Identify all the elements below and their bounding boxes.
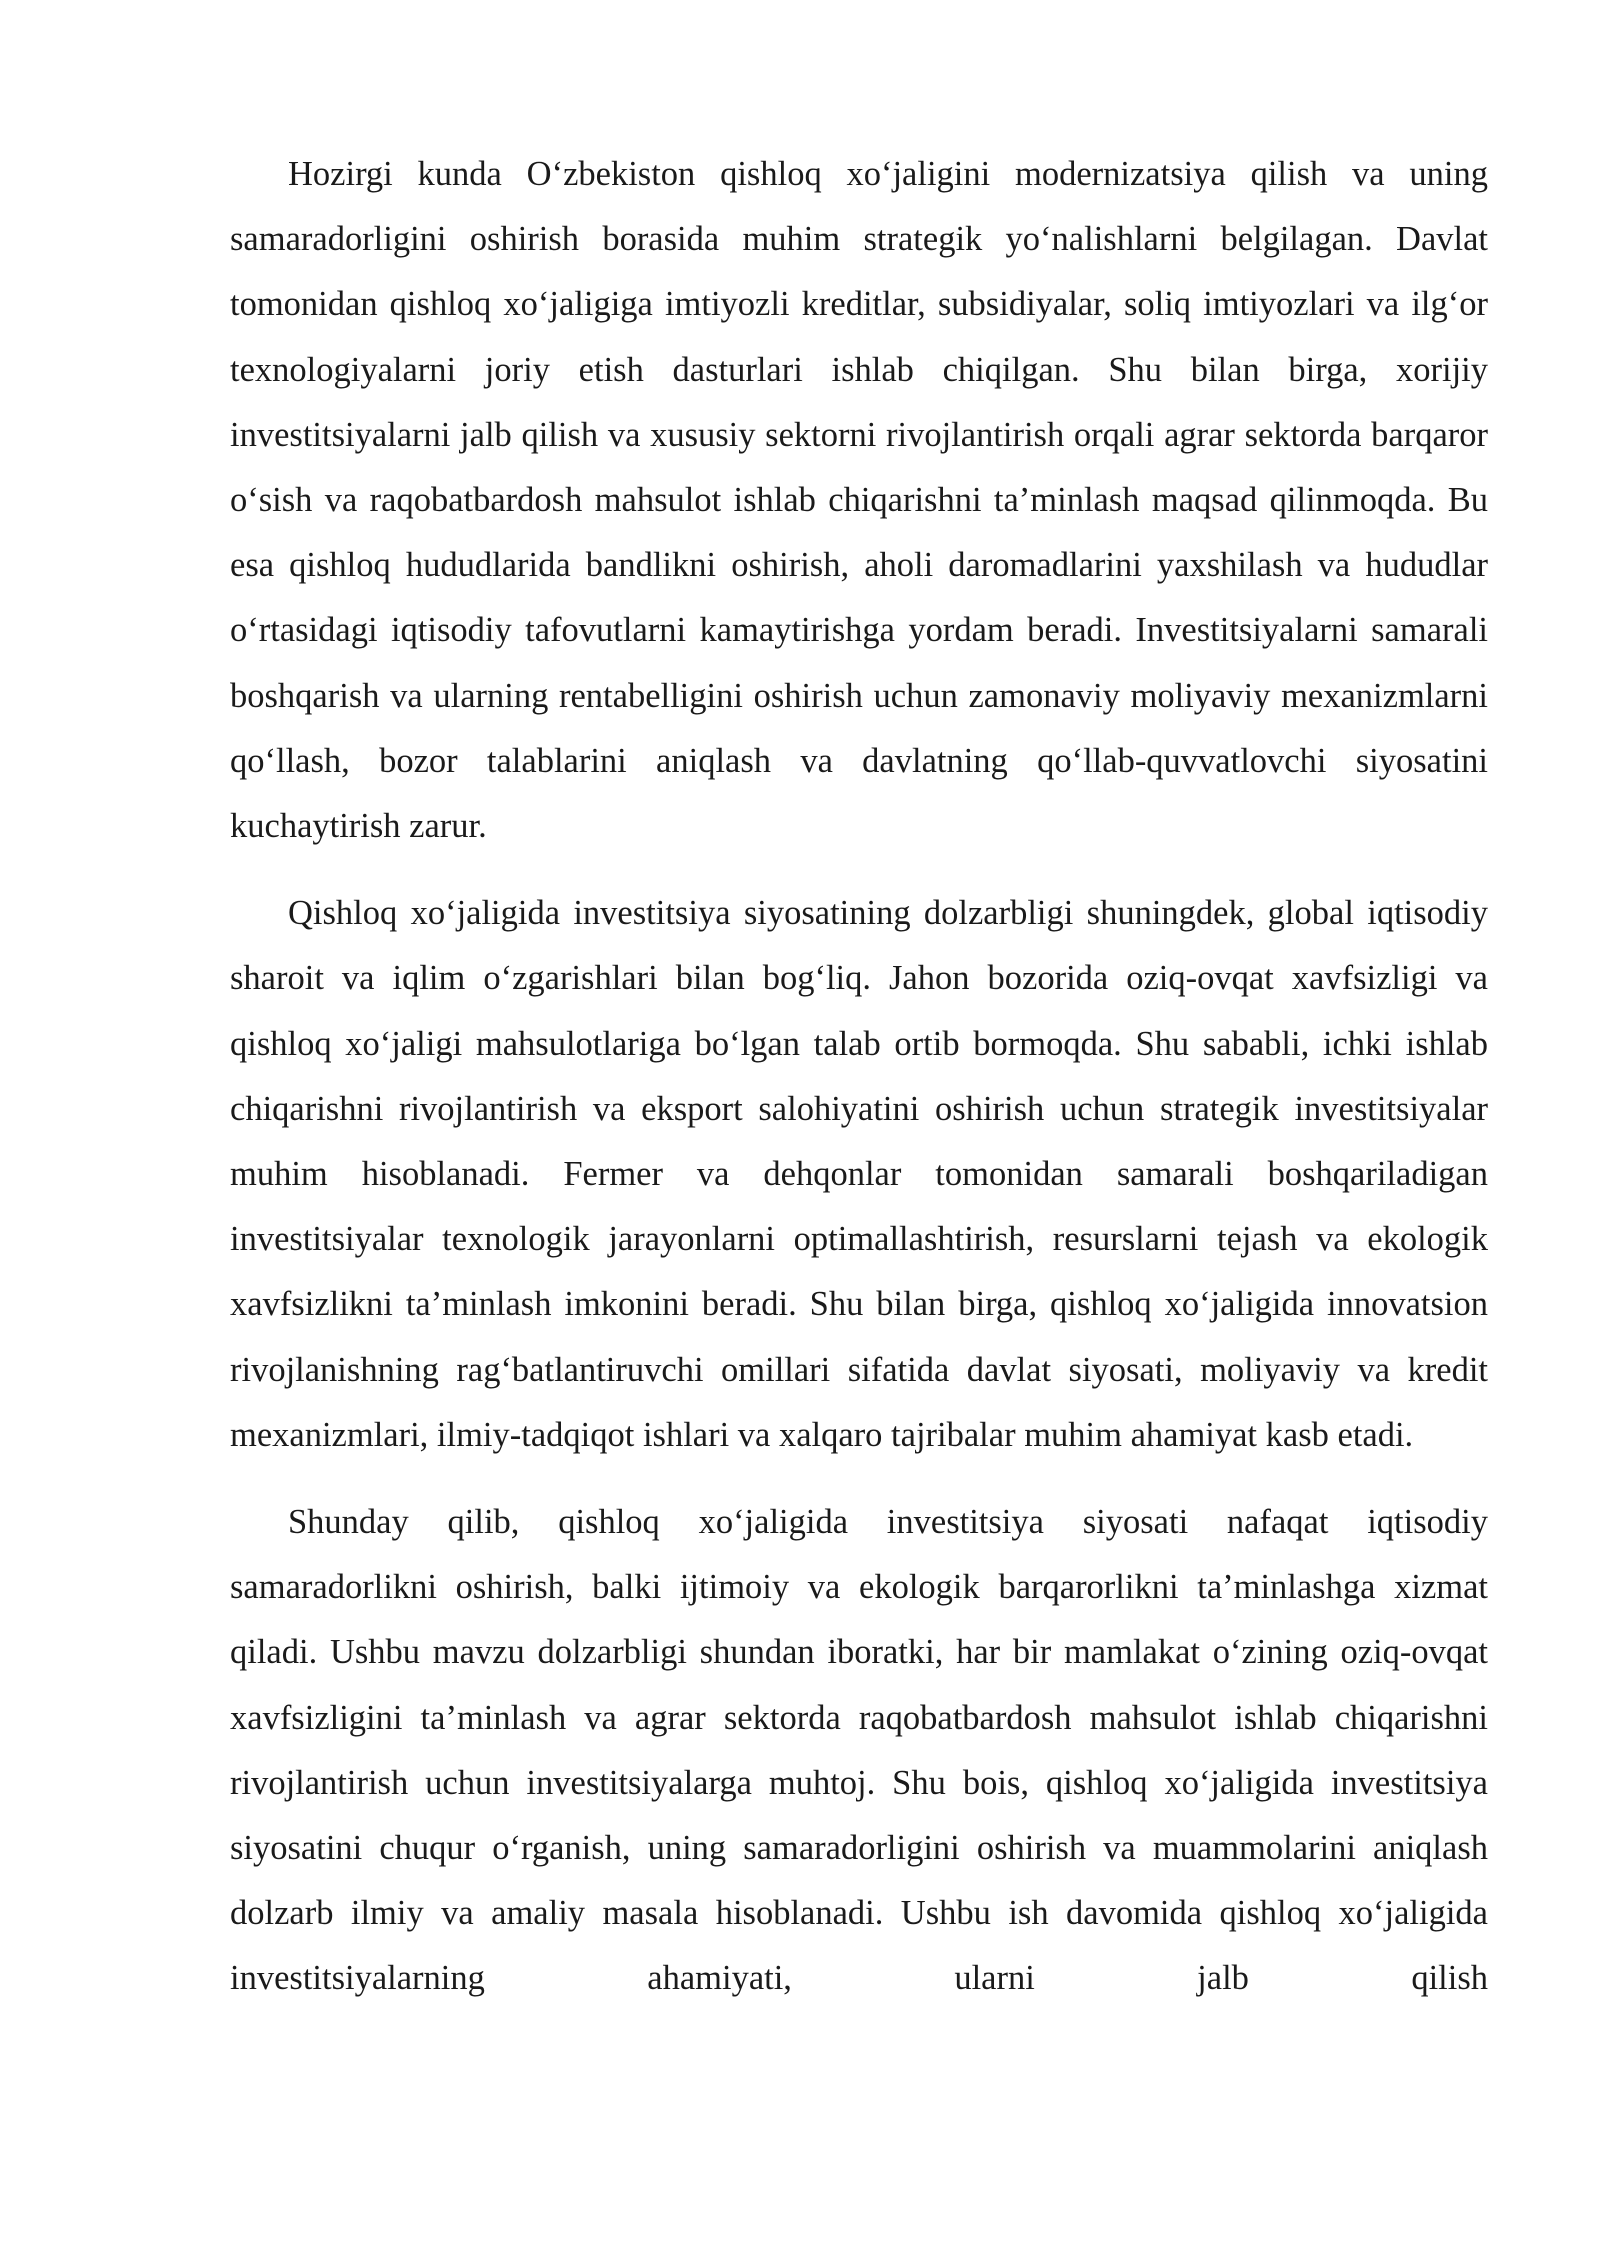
paragraph-1: Hozirgi kunda O‘zbekiston qishloq xo‘jaligini modernizatsiya qilish va uning samaradorligini oshirish borasida muhim strategik yo‘nalishlarni belgilagan. Davlat tomonidan qishloq xo‘jaligiga imtiyozli kreditlar, subsidiyalar, soliq imtiyozlari va ilg‘or texnologiyalarni joriy etish dasturlari ishlab chiqilgan. Shu bilan birga, xorijiy investitsiyalarni jalb qilish va xususiy sektorni rivojlantirish orqali agrar sektorda barqaror o‘sish va raqobatbardosh mahsulot ishlab chiqarishni ta’minlash maqsad qilinmoqda. Bu esa qishloq hududlarida bandlikni oshirish, aholi daromadlarini yaxshilash va hududlar o‘rtasidagi iqtisodiy tafovutlarni kamaytirishga yordam beradi. Investitsiyalarni samarali boshqarish va ularning rentabelligini oshirish uchun zamonaviy moliyaviy mexanizmlarni qo‘llash, bozor talablarini aniqlash va davlatning qo‘llab-quvvatlovchi siyosatini kuchaytirish zarur.: [230, 155, 1488, 846]
paragraph-2: Qishloq xo‘jaligida investitsiya siyosatining dolzarbligi shuningdek, global iqtisodiy sharoit va iqlim o‘zgarishlari bilan bog‘liq. Jahon bozorida oziq-ovqat xavfsizligi va qishloq xo‘jaligi mahsulotlariga bo‘lgan talab ortib bormoqda. Shu sababli, ichki ishlab chiqarishni rivojlantirish va eksport salohiyatini oshirish uchun strategik investitsiyalar muhim hisoblanadi. Fermer va dehqonlar tomonidan samarali boshqariladigan investitsiyalar texnologik jarayonlarni optimallashtirish, resurslarni tejash va ekologik xavfsizlikni ta’minlash imkonini beradi. Shu bilan birga, qishloq xo‘jaligida innovatsion rivojlanishning rag‘batlantiruvchi omillari sifatida davlat siyosati, moliyaviy va kredit mexanizmlari, ilmiy-tadqiqot ishlari va xalqaro tajribalar muhim ahamiyat kasb etadi.: [230, 894, 1488, 1454]
document-body: [230, 142, 1488, 2012]
paragraph-3: Shunday qilib, qishloq xo‘jaligida investitsiya siyosati nafaqat iqtisodiy samaradorlikni oshirish, balki ijtimoiy va ekologik barqarorlikni ta’minlashga xizmat qiladi. Ushbu mavzu dolzarbligi shundan iboratki, har bir mamlakat o‘zining oziq-ovqat xavfsizligini ta’minlash va agrar sektorda raqobatbardosh mahsulot ishlab chiqarishni rivojlantirish uchun investitsiyalarga muhtoj. Shu bois, qishloq xo‘jaligida investitsiya siyosatini chuqur o‘rganish, uning samaradorligini oshirish va muammolarini aniqlash dolzarb ilmiy va amaliy masala hisoblanadi. Ushbu ish davomida qishloq xo‘jaligida investitsiyalarning ahamiyati, ularni jalb qilish: [230, 1503, 1488, 1998]
